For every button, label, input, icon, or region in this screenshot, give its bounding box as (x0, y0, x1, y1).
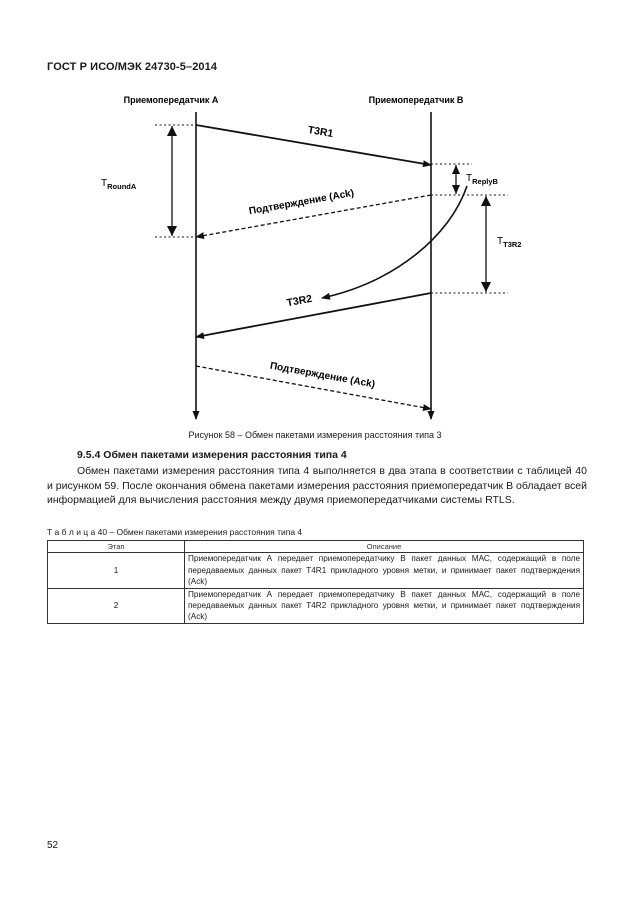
processing-curve-arrow (322, 186, 467, 298)
t-round-arrow-up (167, 126, 177, 136)
header-description: Описание (185, 541, 584, 553)
table-caption: Т а б л и ц а 40 – Обмен пакетами измерения расстояния типа 4 (47, 527, 303, 537)
transceiver-b-label: Приемопередатчик B (368, 95, 464, 105)
description-cell: Приемопередатчик А передает приемопередатчику В пакет данных МАС, содержащий в поле передаваемых данных пакет T4R2 прикладного уровня метки, и принимает пакет подтверждения (Ack) (185, 588, 584, 623)
t-reply-arrow-down (452, 185, 460, 194)
table-header-row (48, 541, 584, 553)
stage-cell: 2 (48, 588, 185, 623)
stages-table (47, 540, 584, 624)
t-reply-label: $T_{ReplyB}$ (466, 173, 498, 186)
ack1-label: Подтверждение (Ack) (248, 187, 355, 218)
message-t3r2-arrow (196, 293, 431, 337)
document-header: ГОСТ Р ИСО/МЭК 24730-5–2014 (47, 61, 218, 73)
description-cell: Приемопередатчик А передает приемопередатчику В пакет данных МАС, содержащий в поле передаваемых данных пакет T4R1 прикладного уровня метки, и принимает пакет подтверждения (Ack) (185, 553, 584, 588)
table-row (48, 588, 584, 623)
table-row (48, 553, 584, 588)
body-paragraph: Обмен пакетами измерения расстояния типа 4 выполняется в два этапа в соответствии с таблицей 40 и рисунком 59. После окончания обмена пакетами измерения расстояния приемопередатчик В обладает всей информацией для вычисления расстояния между двумя приемопередатчиками системы RTLS. (47, 465, 587, 507)
t-t3r2-arrow-down (481, 282, 491, 292)
t-round-arrow-down (167, 226, 177, 236)
section-heading: 9.5.4 Обмен пакетами измерения расстояния типа 4 (77, 449, 347, 461)
transceiver-a-label: Приемопередатчик A (123, 95, 219, 105)
t-t3r2-arrow-up (481, 196, 491, 206)
t-reply-arrow-up (452, 165, 460, 174)
t3r2-label: T3R2 (285, 292, 314, 310)
range-exchange-diagram (0, 0, 630, 440)
t3r1-label: T3R1 (306, 123, 335, 141)
ack2-label: Подтверждение (Ack) (269, 360, 376, 391)
stage-cell: 1 (48, 553, 185, 588)
page-number: 52 (47, 840, 59, 851)
header-stage: Этап (48, 541, 185, 553)
t-t3r2-label: $T_{T3R2}$ (497, 236, 522, 249)
t-round-label: $T_{RoundA}$ (101, 178, 137, 191)
figure-caption: Рисунок 58 – Обмен пакетами измерения расстояния типа 3 (188, 430, 442, 440)
